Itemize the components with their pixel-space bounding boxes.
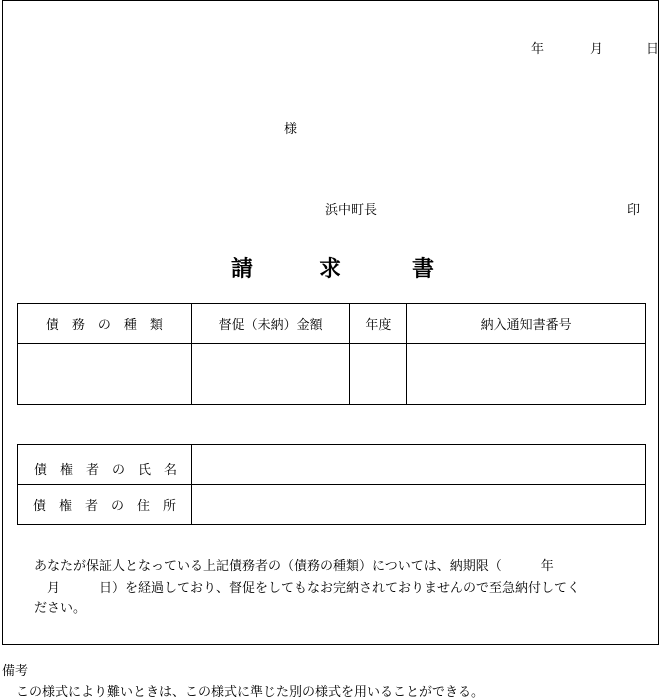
cell-notice-number[interactable] xyxy=(407,344,646,405)
cell-fiscal-year[interactable] xyxy=(350,344,407,405)
header-amount: 督促（未納）金額 xyxy=(191,304,350,344)
remarks-heading: 備考 xyxy=(2,664,29,679)
header-debt-type: 債 務 の 種 類 xyxy=(18,304,192,344)
title-char-3: 書 xyxy=(412,256,435,282)
addressee-suffix: 様 xyxy=(284,122,298,137)
debt-table xyxy=(17,303,646,405)
creditor-address-field[interactable] xyxy=(192,485,646,525)
creditor-address-label: 債 権 者 の 住 所 xyxy=(18,485,192,525)
title-char-1: 請 xyxy=(231,256,254,282)
cell-debt-type[interactable] xyxy=(18,344,192,405)
body-line-2: 月 日）を経過しており、督促をしてもなお完納されておりませんので至急納付してく xyxy=(34,581,581,596)
date-month-label: 月 xyxy=(590,42,604,57)
creditor-name-label: 債 権 者 の 氏 名 xyxy=(18,445,192,485)
cell-amount[interactable] xyxy=(191,344,350,405)
date-day-label: 日 xyxy=(646,42,660,57)
seal-mark: 印 xyxy=(627,203,641,218)
remarks-text: この様式により難いときは、この様式に準じた別の様式を用いることができる。 xyxy=(16,685,485,700)
creditor-name-field[interactable] xyxy=(192,445,646,485)
creditor-table xyxy=(17,444,646,525)
issuer-name: 浜中町長 xyxy=(325,203,378,218)
body-line-1: あなたが保証人となっている上記債務者の（債務の種類）については、納期限（ 年 xyxy=(34,559,554,574)
date-year-label: 年 xyxy=(531,42,545,57)
body-line-3: ださい。 xyxy=(34,601,87,616)
title-char-2: 求 xyxy=(319,256,342,282)
header-fiscal-year: 年度 xyxy=(350,304,407,344)
header-notice-number: 納入通知書番号 xyxy=(407,304,646,344)
